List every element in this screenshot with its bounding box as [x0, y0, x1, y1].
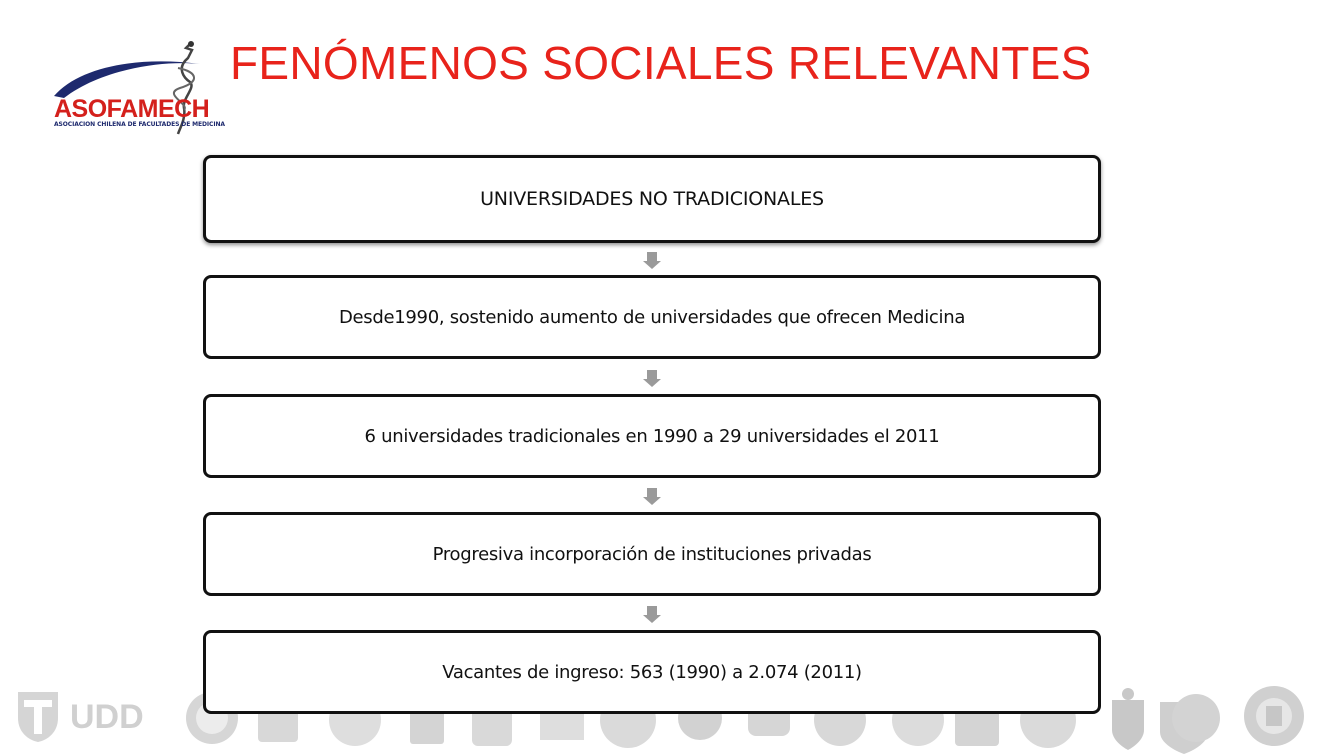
flow-step-4: [203, 512, 1101, 596]
down-arrow-icon: [643, 370, 661, 388]
down-arrow-icon: [643, 606, 661, 624]
logo-text: ASOFAMECH: [54, 95, 210, 123]
flow-step-2: [203, 275, 1101, 359]
down-arrow-icon: [643, 252, 661, 270]
asofamech-logo: [50, 38, 225, 138]
flow-step-label: UNIVERSIDADES NO TRADICIONALES: [480, 188, 824, 210]
flow-step-5: [203, 630, 1101, 714]
flow-step-label: Vacantes de ingreso: 563 (1990) a 2.074 (2011): [442, 661, 862, 683]
flow-step-1: [203, 155, 1101, 243]
shield-logo-icon: [1112, 700, 1144, 750]
flow-step-label: 6 universidades tradicionales en 1990 a 29 universidades el 2011: [364, 425, 940, 447]
flow-step-3: [203, 394, 1101, 478]
flow-step-label: Desde1990, sostenido aumento de universidades que ofrecen Medicina: [338, 306, 966, 328]
globe-logo-icon: [1172, 694, 1220, 742]
udd-logo-text: UDD: [70, 698, 144, 736]
page-title: FENÓMENOS SOCIALES RELEVANTES: [230, 37, 1092, 89]
t-shield-logo-icon: [18, 692, 58, 742]
flow-step-label: Progresiva incorporación de instituciones privadas: [432, 543, 872, 565]
down-arrow-icon: [643, 488, 661, 506]
logo-subtext: ASOCIACION CHILENA DE FACULTADES DE MEDICINA: [54, 121, 225, 128]
